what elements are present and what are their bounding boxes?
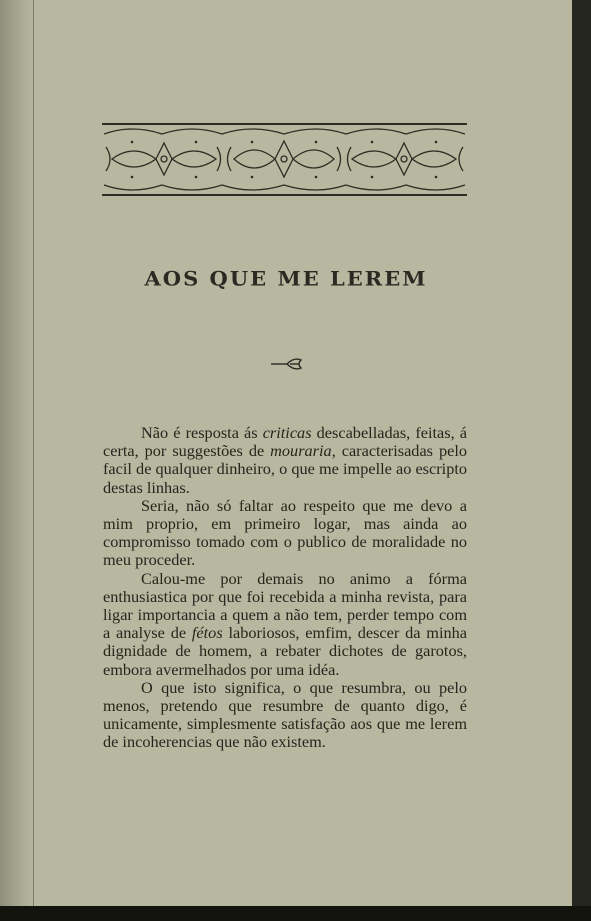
text-segment: Calou-me por demais no animo a fórma enthusiastica por que foi recebida a minha revista, para ligar importancia a quem a não tem, perder tempo com a analyse de [103, 568, 467, 643]
scan-bottom-border [0, 906, 591, 921]
body-text [103, 424, 467, 752]
text-segment: , caracterisadas pelo facil de qualquer dinheiro, o que me impelle ao escripto destas linhas. [103, 441, 467, 497]
text-segment: laboriosos, emfim, descer da minha dignidade de homem, a rebater dichotes de garotos, embora avermelhados por uma idéa. [103, 623, 468, 679]
text-segment: Seria, não só faltar ao respeito que me devo a mim proprio, em primeiro logar, mas ainda ao compromisso tomado com o publico de moralidade no meu proceder. [103, 495, 467, 570]
decorative-header-ornament [102, 122, 467, 197]
paragraph [103, 679, 467, 752]
text-segment: O que isto significa, o que resumbra, ou pelo menos, pretendo que resumbre de quanto digo, é unicamente, simplesmente satisfação aos que me lerem de incoherencias que não existem. [103, 677, 467, 752]
text-segment: descabelladas, feitas, á certa, por suggestões de [103, 423, 467, 461]
paragraph [103, 424, 467, 497]
dash-ornament [270, 355, 304, 371]
page-binding-edge [33, 0, 34, 906]
scan-right-border [572, 0, 591, 906]
italic-term: criticas [262, 423, 312, 442]
italic-term: mouraria [270, 441, 332, 461]
text-segment: Não é resposta ás [141, 423, 263, 442]
page-title: AOS QUE ME LEREM [144, 266, 428, 291]
page-gutter [0, 0, 34, 906]
paragraph [103, 497, 467, 570]
paragraph [103, 570, 467, 679]
italic-term: fétos [191, 623, 223, 643]
